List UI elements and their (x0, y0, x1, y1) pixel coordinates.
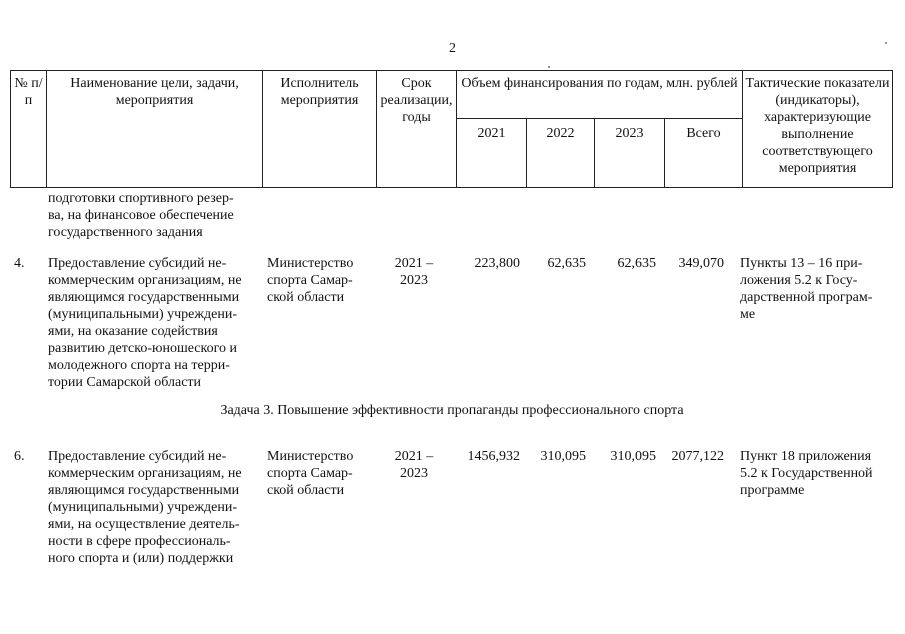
text-line: Пункт 18 приложения (740, 449, 872, 464)
text-line: дарственной програм- (740, 290, 873, 305)
text-line: 2021 – (394, 449, 434, 464)
task3-title: Задача 3. Повышение эффективности пропаганды профессионального спорта (220, 403, 684, 418)
row4-name (48, 255, 260, 391)
text-line: коммерческим организациям, не (48, 466, 242, 481)
table-header (10, 70, 893, 188)
text-line: (муниципальными) учреждени- (48, 500, 238, 515)
row4-2022: 62,635 (547, 256, 586, 271)
row6-2021: 1456,932 (467, 449, 520, 464)
text-line: коммерческим организациям, не (48, 273, 242, 288)
row4-indicators (740, 255, 882, 323)
row4-executor (267, 255, 375, 306)
row6-name (48, 448, 260, 567)
row4-2023: 62,635 (617, 256, 656, 271)
scan-speck (885, 42, 887, 44)
row6-2022: 310,095 (540, 449, 586, 464)
row4-num: 4. (14, 256, 25, 271)
text-line: (муниципальными) учреждени- (48, 307, 238, 322)
text-line: ности в сфере профессиональ- (48, 534, 231, 549)
text-line: являющимся государственными (48, 290, 240, 305)
text-line: ме (740, 307, 756, 322)
row6-executor (267, 448, 375, 499)
header-year-2021: 2021 (457, 119, 527, 188)
header-total: Всего (665, 119, 743, 188)
header-funding: Объем финансирования по годам, млн. рублей (457, 71, 743, 119)
text-line: спорта Самар- (267, 273, 353, 288)
text-line: спорта Самар- (267, 466, 353, 481)
text-line: ложения 5.2 к Госу- (740, 273, 858, 288)
text-line: ской области (267, 483, 345, 498)
text-line: молодежного спорта на терри- (48, 358, 230, 373)
text-line: программе (740, 483, 805, 498)
row6-term (376, 448, 452, 482)
header-name: Наименование цели, задачи, мероприятия (47, 71, 263, 188)
text-line: Министерство (267, 449, 354, 464)
text-line: Предоставление субсидий не- (48, 256, 227, 271)
text-line: являющимся государственными (48, 483, 240, 498)
header-indicators: Тактические показатели (индикаторы), характеризующие выполнение соответствующего мероприятия (743, 71, 893, 188)
page-number: 2 (449, 41, 456, 56)
header-year-2022: 2022 (527, 119, 595, 188)
row4-2021: 223,800 (474, 256, 520, 271)
row6-indicators (740, 448, 890, 499)
text-line: развитию детско-юношеского и (48, 341, 237, 356)
text-line: ской области (267, 290, 345, 305)
text-line: 5.2 к Государственной (740, 466, 873, 481)
text-line: государственного задания (48, 225, 203, 240)
text-line: ва, на финансовое обеспечение (48, 208, 234, 223)
row4-total: 349,070 (678, 256, 724, 271)
row4-term (376, 255, 452, 289)
text-line: ями, на оказание содействия (48, 324, 218, 339)
text-line: ями, на осуществление деятель- (48, 517, 240, 532)
scan-speck (548, 66, 550, 68)
header-term: Срок реализации, годы (377, 71, 457, 188)
row6-num: 6. (14, 449, 25, 464)
header-year-2023: 2023 (595, 119, 665, 188)
header-num: № п/п (11, 71, 47, 188)
text-line: 2023 (400, 273, 428, 288)
text-line: 2021 – (394, 256, 434, 271)
header-executor: Исполнитель мероприятия (263, 71, 377, 188)
text-line: подготовки спортивного резер- (48, 191, 234, 206)
text-line: Пункты 13 – 16 при- (740, 256, 863, 271)
text-line: Министерство (267, 256, 354, 271)
text-line: Предоставление субсидий не- (48, 449, 227, 464)
text-line: 2023 (400, 466, 428, 481)
row6-2023: 310,095 (610, 449, 656, 464)
continuation-text (48, 190, 260, 241)
text-line: ного спорта и (или) поддержки (48, 551, 234, 566)
text-line: тории Самарской области (48, 375, 202, 390)
row6-total: 2077,122 (671, 449, 724, 464)
